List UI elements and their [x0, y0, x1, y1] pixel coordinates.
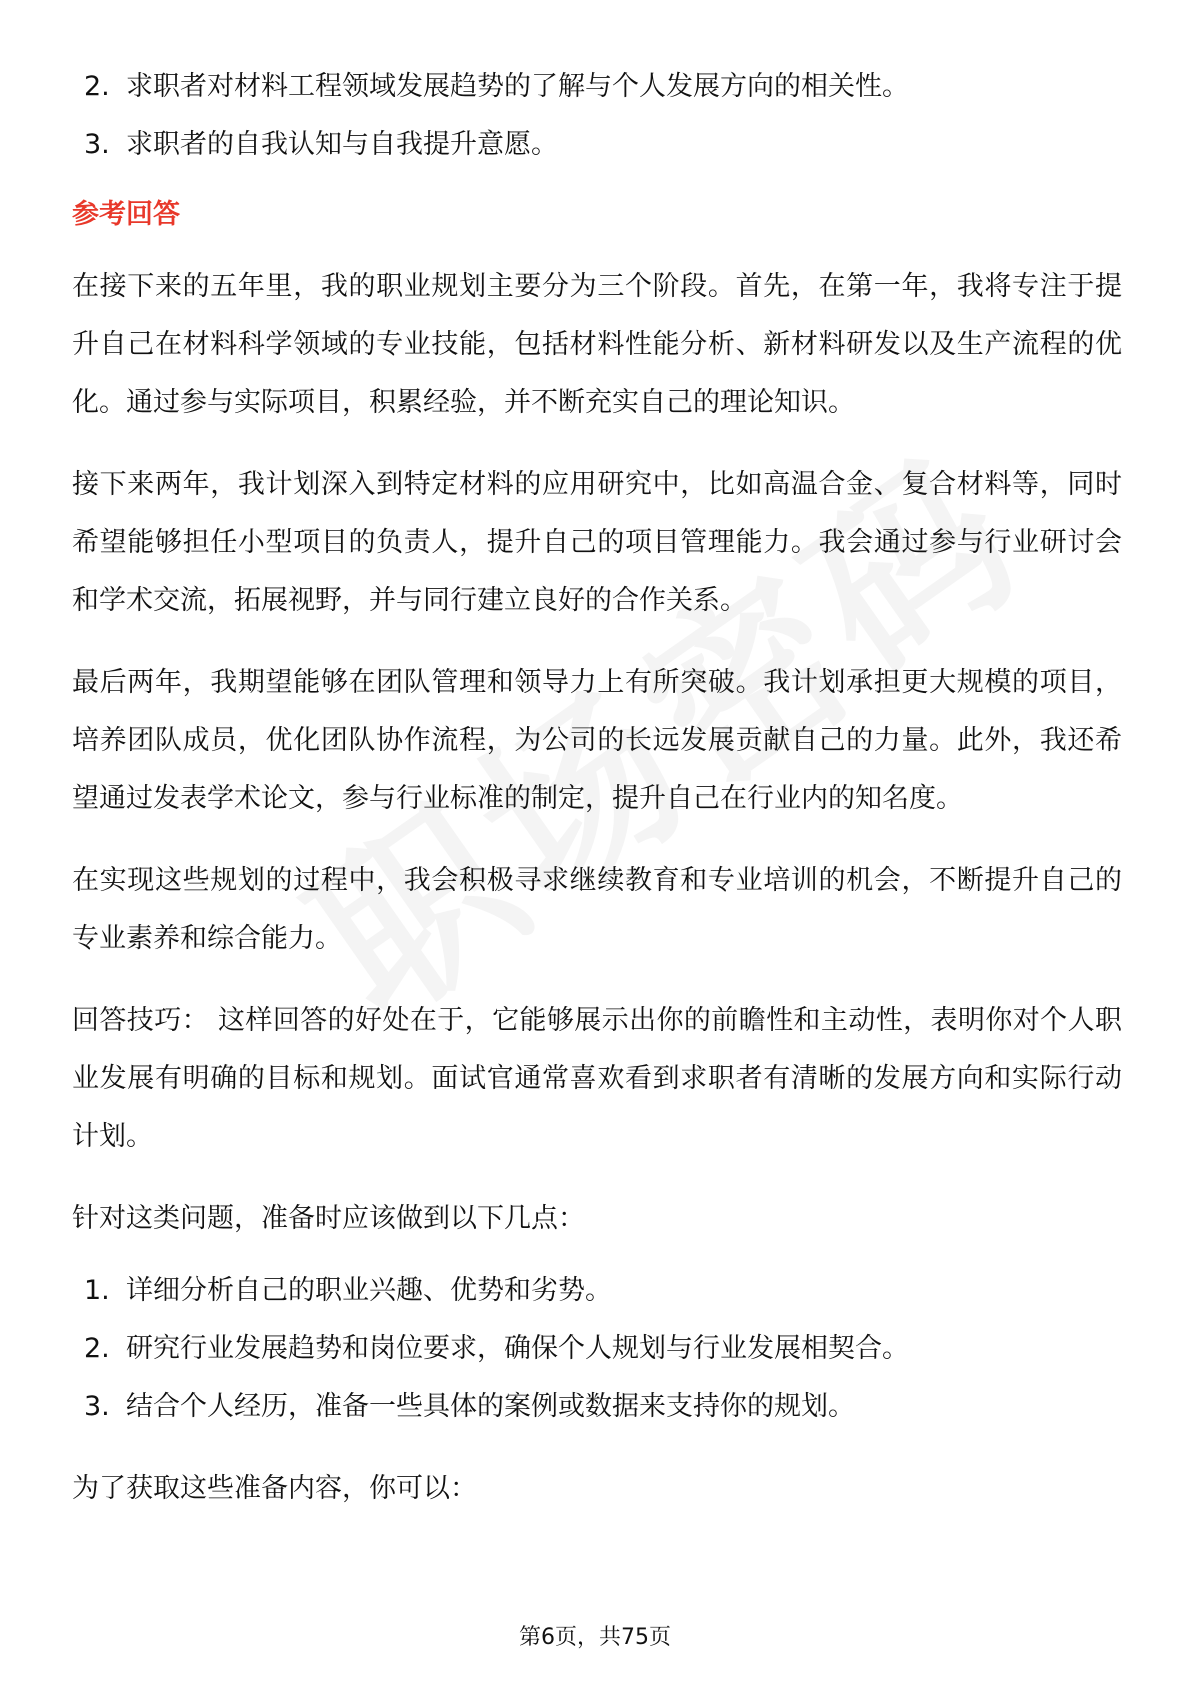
list-item-text: 详细分析自己的职业兴趣、优势和劣势。 — [126, 1275, 612, 1306]
list-item-text: 求职者对材料工程领域发展趋势的了解与个人发展方向的相关性。 — [126, 71, 909, 102]
page-content — [72, 58, 1122, 1518]
answer-paragraph-3: 最后两年，我期望能够在团队管理和领导力上有所突破。我计划承担更大规模的项目，培养团队成员，优化团队协作流程，为公司的长远发展贡献自己的力量。此外，我还希望通过发表学术论文，参与行业标准的制定，提升自己在行业内的知名度。 — [72, 667, 1122, 814]
answer-paragraph-2: 接下来两年，我计划深入到特定材料的应用研究中，比如高温合金、复合材料等，同时希望能够担任小型项目的负责人，提升自己的项目管理能力。我会通过参与行业研讨会和学术交流，拓展视野，并与同行建立良好的合作关系。 — [72, 469, 1122, 616]
answer-tips-paragraph: 回答技巧： 这样回答的好处在于，它能够展示出你的前瞻性和主动性，表明你对个人职业发展有明确的目标和规划。面试官通常喜欢看到求职者有清晰的发展方向和实际行动计划。 — [72, 1005, 1122, 1152]
criteria-list — [72, 58, 1122, 174]
list-item-text: 求职者的自我认知与自我提升意愿。 — [126, 129, 558, 160]
list-item-text: 结合个人经历，准备一些具体的案例或数据来支持你的规划。 — [126, 1391, 855, 1422]
list-number: 3. — [84, 129, 110, 160]
list-item — [72, 58, 1122, 116]
page-number-footer: 第6页，共75页 — [519, 1625, 671, 1650]
preparation-intro: 针对这类问题，准备时应该做到以下几点： — [72, 1203, 585, 1234]
list-item-text: 研究行业发展趋势和岗位要求，确保个人规划与行业发展相契合。 — [126, 1333, 909, 1364]
list-item — [72, 1262, 1122, 1320]
answer-paragraph-4: 在实现这些规划的过程中，我会积极寻求继续教育和专业培训的机会，不断提升自己的专业素养和综合能力。 — [72, 865, 1122, 954]
reference-answer-heading: 参考回答 — [72, 199, 180, 230]
list-number: 2. — [84, 1333, 110, 1364]
list-number: 3. — [84, 1391, 110, 1422]
preparation-list — [72, 1262, 1122, 1436]
list-item — [72, 1320, 1122, 1378]
closing-line: 为了获取这些准备内容，你可以： — [72, 1473, 477, 1504]
list-number: 2. — [84, 71, 110, 102]
list-item — [72, 1378, 1122, 1436]
answer-paragraph-1: 在接下来的五年里，我的职业规划主要分为三个阶段。首先，在第一年，我将专注于提升自己在材料科学领域的专业技能，包括材料性能分析、新材料研发以及生产流程的优化。通过参与实际项目，积累经验，并不断充实自己的理论知识。 — [72, 271, 1122, 418]
list-number: 1. — [84, 1275, 110, 1306]
list-item — [72, 116, 1122, 174]
